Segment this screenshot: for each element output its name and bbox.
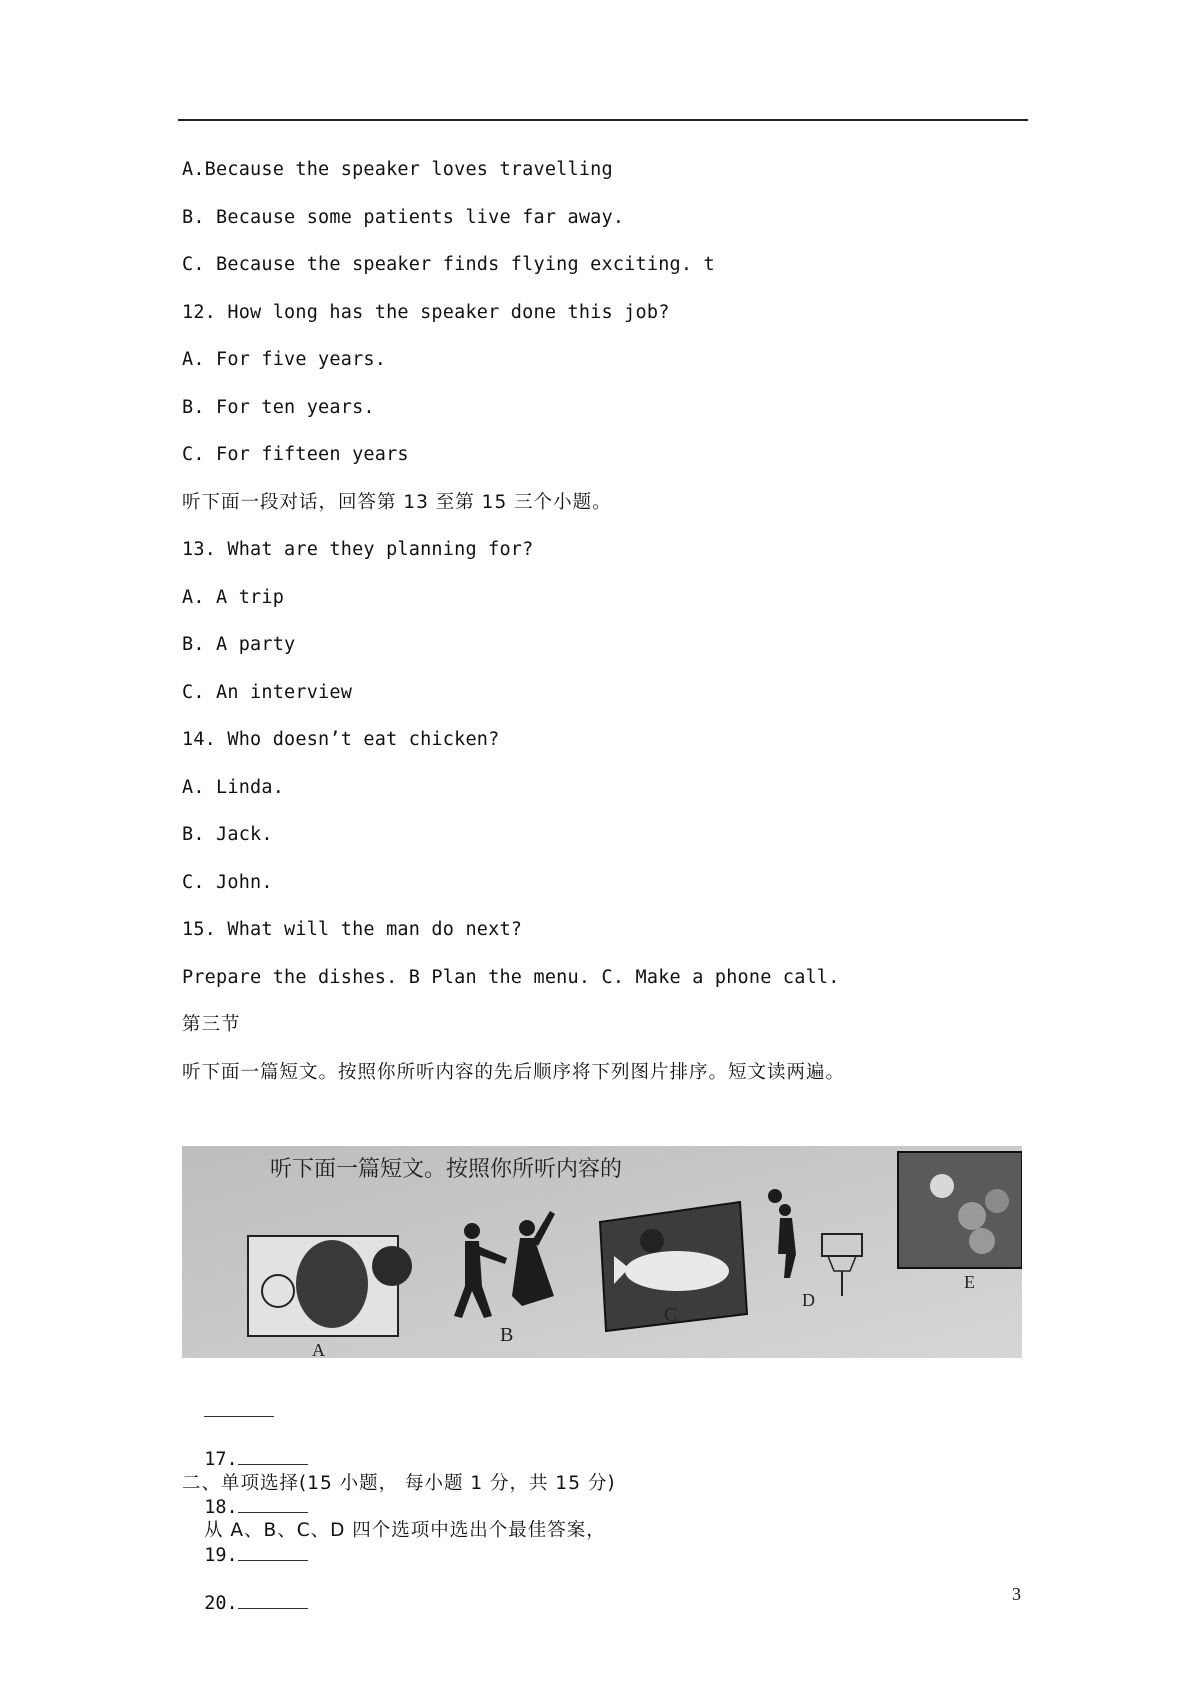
section-2-instruction: 从 A、B、C、D 四个选项中选出个最佳答案， [204,1520,606,1541]
q12-option-b: B. For ten years. [182,397,375,418]
section-2-title: 二、单项选择(15 小题， 每小题 1 分，共 15 分) [182,1473,616,1494]
q14-option-a: A. Linda. [182,777,285,798]
answer-blank-20[interactable] [238,1592,308,1609]
answer-blank-19[interactable] [238,1544,308,1561]
q12-option-c: C. For fifteen years [182,444,409,465]
header-rule [178,119,1028,121]
blank-20-number: 20. [204,1593,238,1614]
section-3-heading: 第三节 [182,1014,241,1035]
q11-option-c: C. Because the speaker finds flying exciting. t [182,254,715,275]
q14-option-c: C. John. [182,872,273,893]
answer-blank-18[interactable] [238,1496,308,1513]
q13-option-c: C. An interview [182,682,353,703]
picture-e-sheep [898,1152,1022,1268]
blank-19-number: 19. [204,1545,238,1566]
page-number: 3 [1012,1584,1021,1604]
q11-option-b: B. Because some patients live far away. [182,207,625,228]
label-d: D [802,1290,815,1310]
q13-question: 13. What are they planning for? [182,539,534,560]
answer-blank-16[interactable] [204,1400,274,1417]
dialogue-instruction: 听下面一段对话，回答第 13 至第 15 三个小题。 [182,492,612,513]
picture-a [248,1236,412,1336]
answer-blanks [182,1376,308,1616]
answer-blank-17[interactable] [238,1448,308,1465]
label-b: B [500,1324,514,1346]
q15-question: 15. What will the man do next? [182,919,523,940]
q11-option-a: A.Because the speaker loves travelling [182,159,613,180]
picture-sequence-figure [182,1146,1022,1358]
blank-18-number: 18. [204,1497,238,1518]
figure-illustration [182,1146,1022,1358]
q14-option-b: B. Jack. [182,824,273,845]
q13-option-b: B. A party [182,634,296,655]
label-a: A [312,1340,325,1358]
q14-question: 14. Who doesn’t eat chicken? [182,729,500,750]
q15-options: Prepare the dishes. B Plan the menu. C. Make a phone call. [182,967,840,988]
q13-option-a: A. A trip [182,587,285,608]
q12-question: 12. How long has the speaker done this job? [182,302,670,323]
label-e: E [964,1272,975,1292]
q12-option-a: A. For five years. [182,349,387,370]
blank-17-number: 17. [204,1449,238,1470]
label-c: C [664,1304,678,1326]
figure-header-text: 听下面一篇短文。按照你所听内容的 [270,1157,623,1182]
section-3-instruction: 听下面一篇短文。按照你所听内容的先后顺序将下列图片排序。短文读两遍。 [182,1062,846,1083]
